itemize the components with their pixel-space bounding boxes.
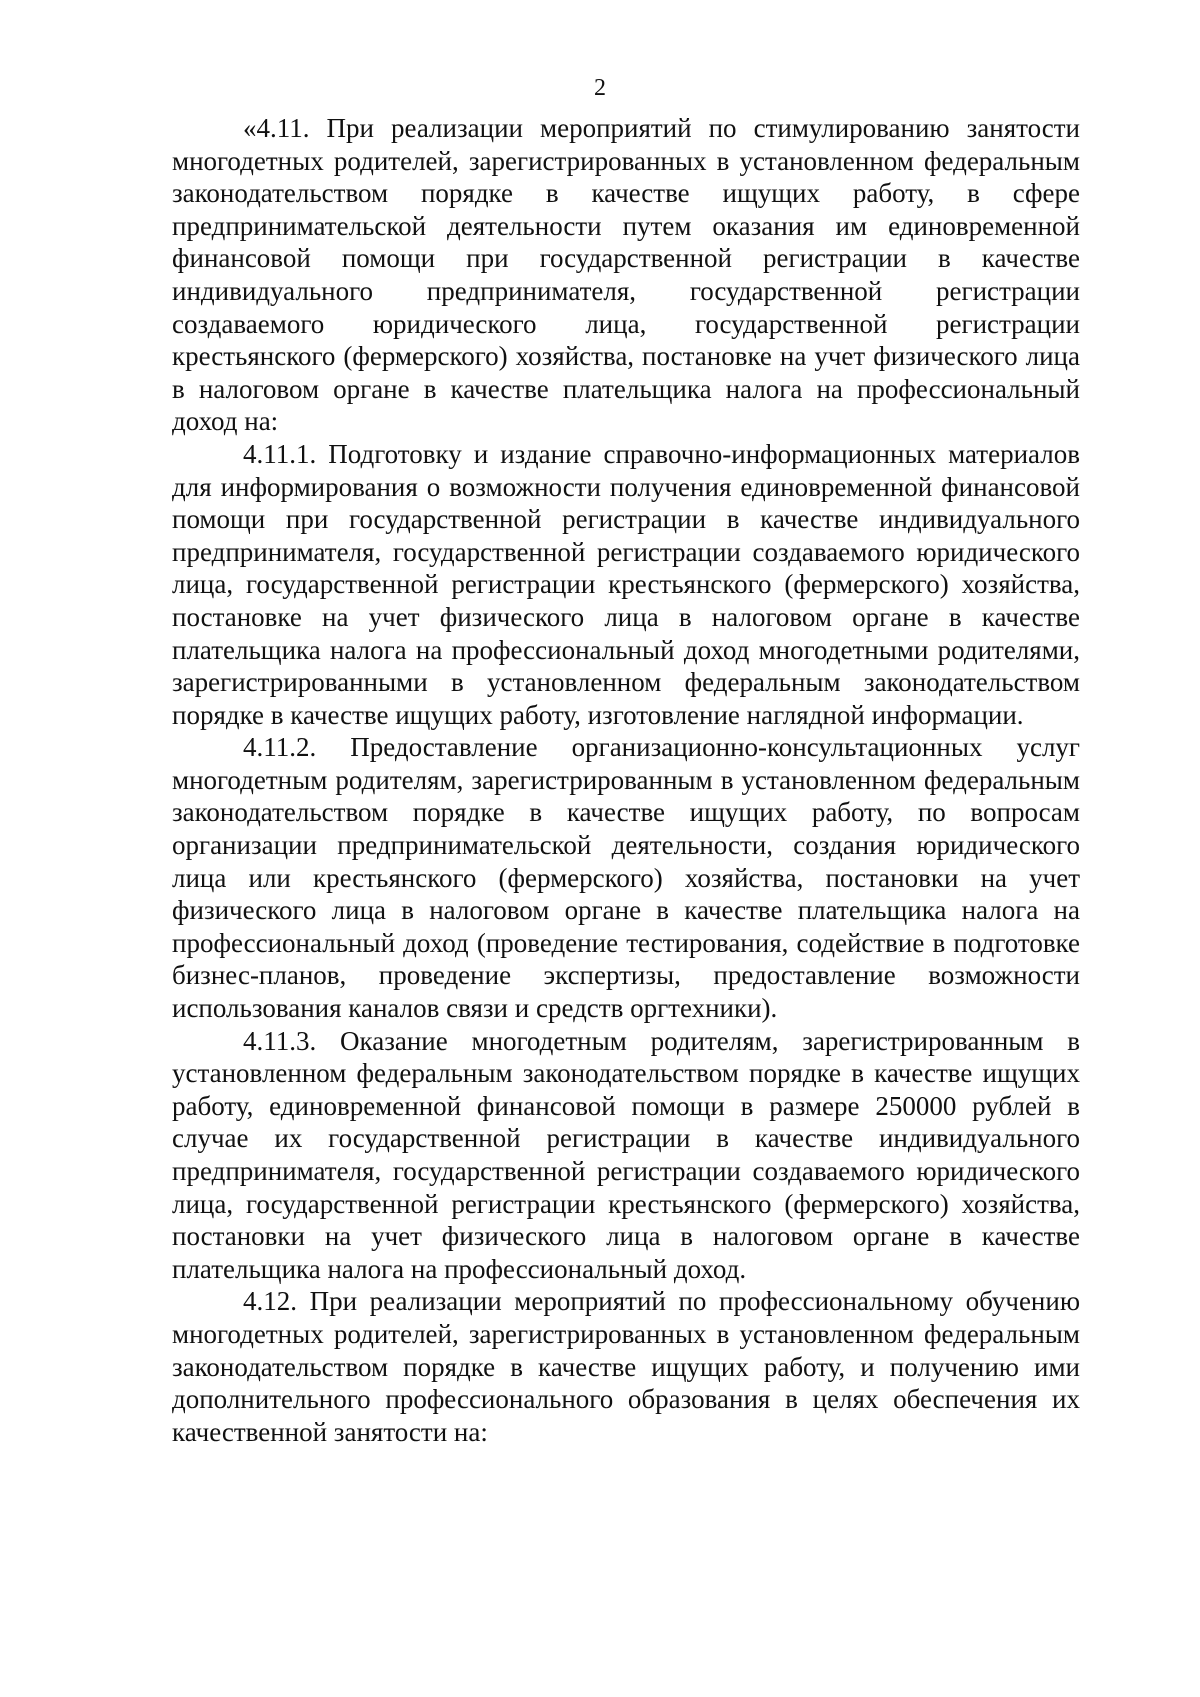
document-body xyxy=(172,112,1080,1448)
paragraph-4-11-1: 4.11.1. Подготовку и издание справочно-информационных материалов для информирования о возможности получения единовременной финансовой помощи при государственной регистрации в качестве индивидуального предпринимателя, государственной регистрации создаваемого юридического лица, государственной регистрации крестьянского (фермерского) хозяйства, постановке на учет физического лица в налоговом органе в качестве плательщика налога на профессиональный доход многодетными родителями, зарегистрированными в установленном федеральным законодательством порядке в качестве ищущих работу, изготовление наглядной информации. xyxy=(172,438,1080,730)
page-number: 2 xyxy=(594,75,606,101)
paragraph-4-12: 4.12. При реализации мероприятий по профессиональному обучению многодетных родителей, зарегистрированных в установленном федеральным законодательством порядке в качестве ищущих работу, и получению ими дополнительного профессионального образования в целях обеспечения их качественной занятости на: xyxy=(172,1286,1080,1447)
paragraph-4-11-3: 4.11.3. Оказание многодетным родителям, зарегистрированным в установленном федеральным законодательством порядке в качестве ищущих работу, единовременной финансовой помощи в размере 250000 рублей в случае их государственной регистрации в качестве индивидуального предпринимателя, государственной регистрации создаваемого юридического лица, государственной регистрации крестьянского (фермерского) хозяйства, постановки на учет физического лица в налоговом органе в качестве плательщика налога на профессиональный доход. xyxy=(172,1025,1080,1284)
paragraph-4-11-2: 4.11.2. Предоставление организационно-консультационных услуг многодетным родителям, зарегистрированным в установленном федеральным законодательством порядке в качестве ищущих работу, по вопросам организации предпринимательской деятельности, создания юридического лица или крестьянского (фермерского) хозяйства, постановки на учет физического лица в налоговом органе в качестве плательщика налога на профессиональный доход (проведение тестирования, содействие в подготовке бизнес-планов, проведение экспертизы, предоставление возможности использования каналов связи и средств оргтехники). xyxy=(172,732,1080,1024)
paragraph-4-11: «4.11. При реализации мероприятий по стимулированию занятости многодетных родителей, зарегистрированных в установленном федеральным законодательством порядке в качестве ищущих работу, в сфере предпринимательской деятельности путем оказания им единовременной финансовой помощи при государственной регистрации в качестве индивидуального предпринимателя, государственной регистрации создаваемого юридического лица, государственной регистрации крестьянского (фермерского) хозяйства, постановке на учет физического лица в налоговом органе в качестве плательщика налога на профессиональный доход на: xyxy=(172,113,1080,437)
